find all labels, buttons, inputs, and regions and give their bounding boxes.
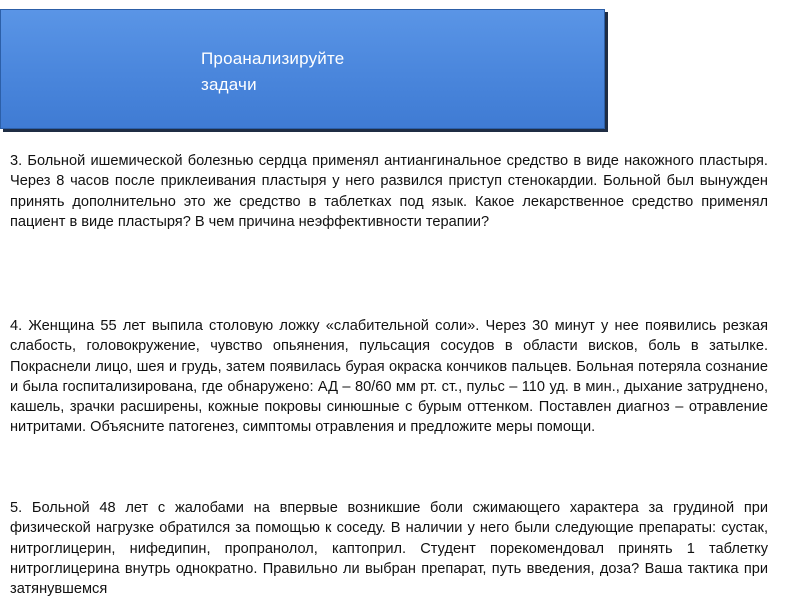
task-4-text: 4. Женщина 55 лет выпила столовую ложку «слабительной соли». Через 30 минут у нее появились резкая слабость, головокружение, чувство опьянения, пульсация сосудов в области висков, боль в затылке. Покраснели лицо, шея и грудь, затем появилась бурая окраска кончиков пальцев. Больная потеряла сознание и была госпитализирована, где обнаружено: АД – 80/60 мм рт. ст., пульс – 110 уд. в мин., дыхание затруднено, кашель, зрачки расширены, кожные покровы синюшные с бурым оттенком. Поставлен диагноз – отравление нитритами. Объясните патогенез, симптомы отравления и предложите меры помощи.	[10, 318, 768, 436]
page-title	[201, 46, 561, 98]
task-5-text: 5. Больной 48 лет с жалобами на впервые возникшие боли сжимающего характера за грудиной при физической нагрузке обратился за помощью к соседу. В наличии у него были следующие препараты: сустак, нитроглицерин, нифедипин, пропранолол, каптоприл. Студент порекомендовал принять 1 таблетку нитроглицерина внутрь однократно. Правильно ли выбран препарат, путь введения, доза? Ваша тактика при затянувшемся	[10, 500, 768, 598]
task-3-text: 3. Больной ишемической болезнью сердца применял антиангинальное средство в виде накожного пластыря. Через 8 часов после приклеивания пластыря у него развился приступ стенокардии. Больной был вынужден принять дополнительно это же средство в таблетках под язык. Какое лекарственное средство применял пациент в виде пластыря? В чем причина неэффективности терапии?	[10, 153, 768, 230]
title-line-2: задачи	[201, 75, 257, 94]
title-line-1: Проанализируйте	[201, 49, 345, 68]
title-banner	[0, 9, 605, 129]
